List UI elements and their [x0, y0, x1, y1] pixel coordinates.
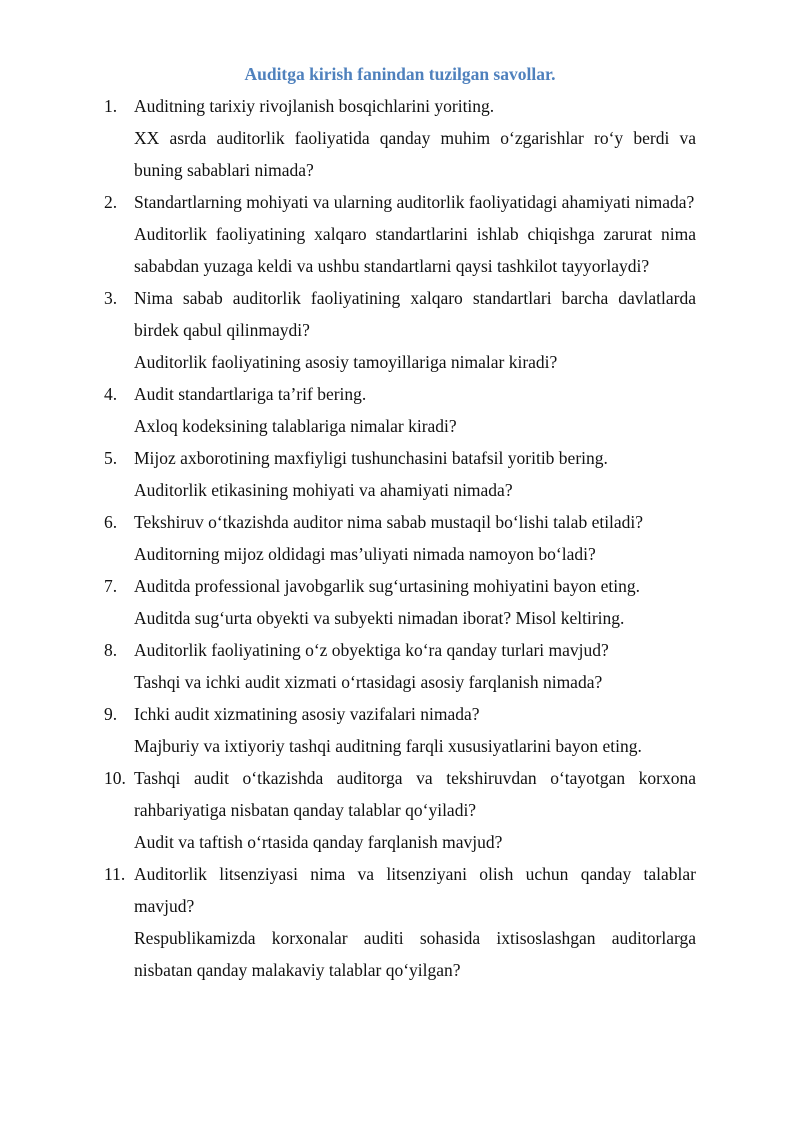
- question-text: Auditorlik faoliyatining asosiy tamoyillariga nimalar kiradi?: [134, 352, 558, 372]
- question-list: [104, 90, 696, 986]
- question-number: 7.: [104, 576, 118, 596]
- question-number: 5.: [104, 448, 118, 468]
- question-number: 4.: [104, 384, 118, 404]
- question-text: Auditorlik etikasining mohiyati va ahamiyati nimada?: [134, 480, 513, 500]
- question-text: Auditning tarixiy rivojlanish bosqichlarini yoriting.: [134, 96, 495, 116]
- question-item: [104, 186, 696, 282]
- question-text: Tashqi audit o‘tkazishda auditorga va tekshiruvdan o‘tayotgan korxona rahbariyatiga nisbatan qanday talablar qo‘yiladi?: [134, 768, 696, 820]
- question-text: XX asrda auditorlik faoliyatida qanday muhim o‘zgarishlar ro‘y berdi va buning sabablari nimada?: [134, 128, 696, 180]
- question-number: 1.: [104, 96, 118, 116]
- question-text: Tashqi va ichki audit xizmati o‘rtasidagi asosiy farqlanish nimada?: [134, 672, 603, 692]
- question-text: Respublikamizda korxonalar auditi sohasida ixtisoslashgan auditorlarga nisbatan qanday malakaviy talablar qo‘yilgan?: [134, 928, 696, 980]
- question-text: Auditorlik faoliyatining xalqaro standartlarini ishlab chiqishga zarurat nima sababdan yuzaga keldi va ushbu standartlarni qaysi tashkilot tayyorlaydi?: [134, 224, 696, 276]
- question-text: Auditda sug‘urta obyekti va subyekti nimadan iborat? Misol keltiring.: [134, 608, 625, 628]
- question-number: 2.: [104, 192, 118, 212]
- question-text: Tekshiruv o‘tkazishda auditor nima sabab mustaqil bo‘lishi talab etiladi?: [134, 512, 644, 532]
- question-number: 9.: [104, 704, 118, 724]
- document-title: Auditga kirish fanindan tuzilgan savollar.: [244, 64, 556, 84]
- question-item: [104, 858, 696, 986]
- question-text: Auditda professional javobgarlik sug‘urtasining mohiyatini bayon eting.: [134, 576, 640, 596]
- question-item: [104, 282, 696, 378]
- question-number: 6.: [104, 512, 118, 532]
- question-text: Standartlarning mohiyati va ularning auditorlik faoliyatidagi ahamiyati nimada?: [134, 192, 695, 212]
- question-text: Axloq kodeksining talablariga nimalar kiradi?: [134, 416, 457, 436]
- question-number: 8.: [104, 640, 118, 660]
- question-text: Audit standartlariga ta’rif bering.: [134, 384, 367, 404]
- question-item: [104, 762, 696, 858]
- question-item: [104, 90, 696, 186]
- question-item: [104, 570, 696, 634]
- question-text: Audit va taftish o‘rtasida qanday farqlanish mavjud?: [134, 832, 503, 852]
- question-text: Auditorlik faoliyatining o‘z obyektiga ko‘ra qanday turlari mavjud?: [134, 640, 609, 660]
- question-text: Majburiy va ixtiyoriy tashqi auditning farqli xususiyatlarini bayon eting.: [134, 736, 642, 756]
- question-text: Mijoz axborotining maxfiyligi tushunchasini batafsil yoritib bering.: [134, 448, 608, 468]
- question-number: 11.: [104, 864, 126, 884]
- question-number: 3.: [104, 288, 118, 308]
- question-item: [104, 378, 696, 442]
- question-item: [104, 506, 696, 570]
- question-text: Auditorlik litsenziyasi nima va litsenziyani olish uchun qanday talablar mavjud?: [134, 864, 696, 916]
- question-number: 10.: [104, 768, 126, 788]
- question-item: [104, 698, 696, 762]
- question-item: [104, 634, 696, 698]
- question-text: Ichki audit xizmatining asosiy vazifalari nimada?: [134, 704, 480, 724]
- question-text: Auditorning mijoz oldidagi mas’uliyati nimada namoyon bo‘ladi?: [134, 544, 596, 564]
- question-text: Nima sabab auditorlik faoliyatining xalqaro standartlari barcha davlatlarda birdek qabul qilinmaydi?: [134, 288, 696, 340]
- question-item: [104, 442, 696, 506]
